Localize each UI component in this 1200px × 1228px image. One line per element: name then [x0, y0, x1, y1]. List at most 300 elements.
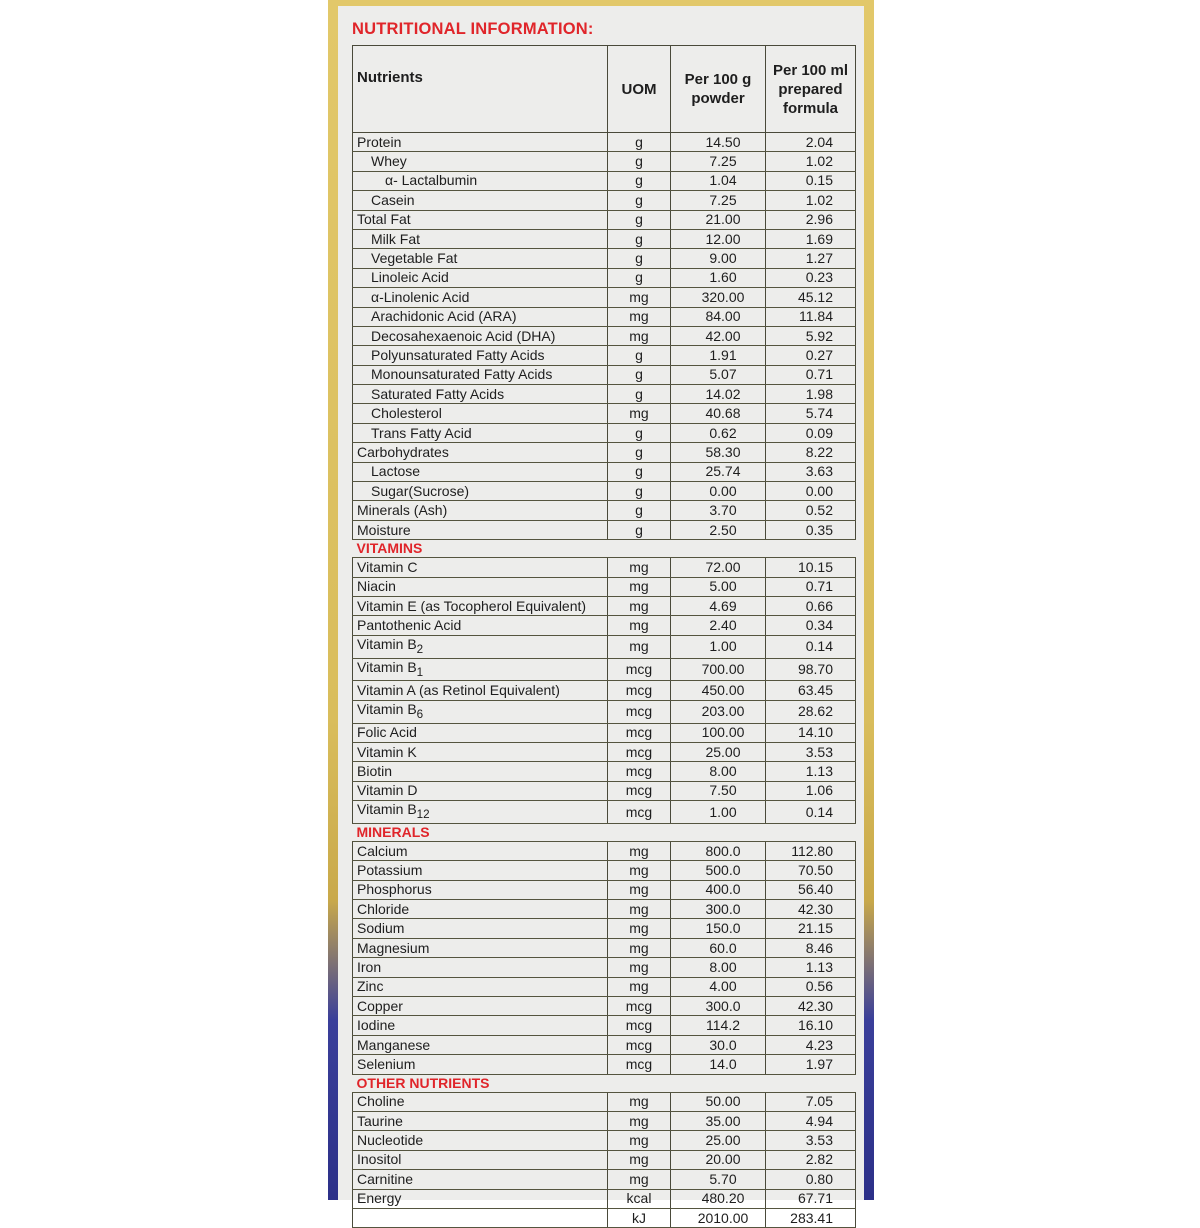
- uom-cell: g: [608, 462, 671, 481]
- nutrient-name-text: Pantothenic Acid: [357, 617, 462, 634]
- nutrient-name: [353, 616, 608, 635]
- per-100g-value: 2010.00: [671, 1208, 766, 1227]
- nutrient-name-text: Sugar(Sucrose): [371, 482, 470, 499]
- nutrient-name-text: Sodium: [357, 920, 405, 937]
- table-row: [353, 900, 856, 919]
- section-heading: VITAMINS: [353, 540, 856, 558]
- per-100ml-value: 98.70: [766, 658, 856, 681]
- uom-cell: mg: [608, 958, 671, 977]
- uom-cell: g: [608, 443, 671, 462]
- per-100ml-value: 63.45: [766, 681, 856, 700]
- per-100g-value: 0.62: [671, 423, 766, 442]
- table-row: [353, 861, 856, 880]
- uom-cell: mg: [608, 307, 671, 326]
- table-row: [353, 681, 856, 700]
- table-row: [353, 210, 856, 229]
- section-heading-row: [353, 1074, 856, 1092]
- per-100ml-value: 1.02: [766, 191, 856, 210]
- table-row: [353, 229, 856, 248]
- nutrient-name: [353, 700, 608, 723]
- per-100ml-value: 70.50: [766, 861, 856, 880]
- table-row: [353, 501, 856, 520]
- nutrient-name: [353, 1055, 608, 1074]
- per-100g-value: 14.02: [671, 385, 766, 404]
- per-100g-value: 7.25: [671, 152, 766, 171]
- nutrient-name: [353, 133, 608, 152]
- per-100ml-value: 8.22: [766, 443, 856, 462]
- nutrient-name-text: Phosphorus: [357, 881, 432, 898]
- per-100g-value: 700.00: [671, 658, 766, 681]
- per-100ml-value: 0.56: [766, 977, 856, 996]
- per-100ml-value: 1.69: [766, 229, 856, 248]
- per-100ml-value: 1.13: [766, 762, 856, 781]
- nutrient-name-text: Carbohydrates: [357, 443, 449, 460]
- table-row: [353, 801, 856, 824]
- nutrient-name: [353, 635, 608, 658]
- uom-cell: kJ: [608, 1208, 671, 1227]
- label-title: NUTRITIONAL INFORMATION:: [352, 20, 594, 38]
- table-row: [353, 171, 856, 190]
- per-100ml-value: 1.02: [766, 152, 856, 171]
- nutrient-name: [353, 577, 608, 596]
- nutrient-name-text: Vitamin B: [357, 801, 417, 818]
- header-nutrients: Nutrients: [353, 46, 608, 133]
- table-row: [353, 346, 856, 365]
- uom-cell: kcal: [608, 1189, 671, 1208]
- table-row: [353, 365, 856, 384]
- nutrient-name: [353, 1111, 608, 1130]
- table-row: [353, 1170, 856, 1189]
- uom-cell: mg: [608, 404, 671, 423]
- nutrient-name-text: α- Lactalbumin: [385, 172, 478, 189]
- uom-cell: g: [608, 501, 671, 520]
- uom-cell: mg: [608, 919, 671, 938]
- uom-cell: mg: [608, 1170, 671, 1189]
- uom-cell: g: [608, 423, 671, 442]
- per-100ml-value: 0.35: [766, 520, 856, 539]
- nutrient-name: [353, 919, 608, 938]
- nutrient-name: [353, 171, 608, 190]
- nutrient-name-text: Manganese: [357, 1036, 431, 1053]
- nutrient-name-text: Inositol: [357, 1151, 402, 1168]
- per-100ml-value: 4.23: [766, 1035, 856, 1054]
- per-100ml-value: 67.71: [766, 1189, 856, 1208]
- subscript: 2: [416, 642, 424, 656]
- uom-cell: mcg: [608, 1035, 671, 1054]
- per-100g-value: 35.00: [671, 1111, 766, 1130]
- subscript: 12: [416, 807, 430, 821]
- per-100g-value: 400.0: [671, 880, 766, 899]
- table-row: [353, 1150, 856, 1169]
- per-100ml-value: 7.05: [766, 1092, 856, 1111]
- uom-cell: mg: [608, 1111, 671, 1130]
- per-100ml-value: 3.63: [766, 462, 856, 481]
- per-100g-value: 5.70: [671, 1170, 766, 1189]
- per-100ml-value: 16.10: [766, 1016, 856, 1035]
- table-row: [353, 1208, 856, 1227]
- nutrient-name: [353, 482, 608, 501]
- nutrient-name-text: Vegetable Fat: [371, 250, 458, 267]
- per-100ml-value: 0.66: [766, 596, 856, 615]
- per-100ml-value: 42.30: [766, 900, 856, 919]
- uom-cell: mg: [608, 1092, 671, 1111]
- table-row: [353, 658, 856, 681]
- per-100ml-value: 8.46: [766, 938, 856, 957]
- nutrient-name: [353, 958, 608, 977]
- nutrient-name: [353, 152, 608, 171]
- nutrient-name-text: Iron: [357, 958, 382, 975]
- per-100ml-value: 0.80: [766, 1170, 856, 1189]
- uom-cell: mg: [608, 900, 671, 919]
- uom-cell: g: [608, 191, 671, 210]
- section-heading: MINERALS: [353, 823, 856, 841]
- nutrient-name: [353, 1131, 608, 1150]
- subscript: 1: [416, 665, 424, 679]
- per-100g-value: 42.00: [671, 326, 766, 345]
- per-100g-value: 8.00: [671, 762, 766, 781]
- per-100g-value: 114.2: [671, 1016, 766, 1035]
- nutrient-name: [353, 1170, 608, 1189]
- table-row: [353, 938, 856, 957]
- table-row: [353, 781, 856, 800]
- per-100ml-value: 45.12: [766, 288, 856, 307]
- nutrient-name-text: Taurine: [357, 1112, 403, 1129]
- per-100g-value: 14.0: [671, 1055, 766, 1074]
- table-row: [353, 249, 856, 268]
- nutrient-name: [353, 501, 608, 520]
- table-row: [353, 443, 856, 462]
- uom-cell: g: [608, 482, 671, 501]
- nutrient-name: [353, 443, 608, 462]
- nutrient-name-text: α-Linolenic Acid: [371, 288, 470, 305]
- uom-cell: mg: [608, 326, 671, 345]
- table-row: [353, 288, 856, 307]
- table-row: [353, 423, 856, 442]
- table-row: [353, 880, 856, 899]
- uom-cell: mg: [608, 288, 671, 307]
- per-100ml-value: 0.09: [766, 423, 856, 442]
- nutrient-name-text: Arachidonic Acid (ARA): [371, 308, 517, 325]
- table-row: [353, 482, 856, 501]
- nutrient-name-text: Magnesium: [357, 939, 430, 956]
- uom-cell: g: [608, 210, 671, 229]
- uom-cell: mcg: [608, 997, 671, 1016]
- table-row: [353, 841, 856, 860]
- nutrient-name: [353, 596, 608, 615]
- per-100g-value: 2.40: [671, 616, 766, 635]
- table-row: [353, 462, 856, 481]
- per-100ml-value: 0.34: [766, 616, 856, 635]
- per-100g-value: 14.50: [671, 133, 766, 152]
- per-100g-value: 9.00: [671, 249, 766, 268]
- nutrient-name: [353, 723, 608, 742]
- table-row: [353, 152, 856, 171]
- per-100g-value: 12.00: [671, 229, 766, 248]
- per-100ml-value: 14.10: [766, 723, 856, 742]
- per-100ml-value: 1.06: [766, 781, 856, 800]
- per-100ml-value: 2.82: [766, 1150, 856, 1169]
- per-100g-value: 1.91: [671, 346, 766, 365]
- nutrient-name: [353, 326, 608, 345]
- uom-cell: mg: [608, 938, 671, 957]
- per-100g-value: 480.20: [671, 1189, 766, 1208]
- per-100g-value: 320.00: [671, 288, 766, 307]
- table-row: [353, 577, 856, 596]
- per-100g-value: 84.00: [671, 307, 766, 326]
- nutrient-name-text: Moisture: [357, 521, 411, 538]
- uom-cell: g: [608, 249, 671, 268]
- per-100g-value: 3.70: [671, 501, 766, 520]
- table-row: [353, 520, 856, 539]
- uom-cell: mcg: [608, 781, 671, 800]
- per-100ml-value: 0.71: [766, 365, 856, 384]
- table-row: [353, 1111, 856, 1130]
- per-100ml-value: 112.80: [766, 841, 856, 860]
- per-100g-value: 58.30: [671, 443, 766, 462]
- table-row: [353, 191, 856, 210]
- nutrient-name-text: Folic Acid: [357, 724, 417, 741]
- uom-cell: mcg: [608, 681, 671, 700]
- nutrient-name-text: Vitamin E (as Tocopherol Equivalent): [357, 597, 587, 614]
- nutrient-name-text: Carnitine: [357, 1170, 414, 1187]
- nutrient-name-text: Casein: [371, 191, 415, 208]
- per-100g-value: 203.00: [671, 700, 766, 723]
- nutrient-name-text: Energy: [357, 1190, 402, 1207]
- per-100g-value: 5.07: [671, 365, 766, 384]
- per-100g-value: 5.00: [671, 577, 766, 596]
- nutrient-name: [353, 997, 608, 1016]
- nutrient-name-text: Vitamin K: [357, 743, 417, 760]
- nutrient-name: [353, 520, 608, 539]
- nutrient-name-text: Chloride: [357, 900, 410, 917]
- nutrient-name-text: Polyunsaturated Fatty Acids: [371, 346, 545, 363]
- nutrient-name-text: Linoleic Acid: [371, 269, 449, 286]
- per-100ml-value: 1.27: [766, 249, 856, 268]
- nutrient-name: [353, 346, 608, 365]
- nutrient-name: [353, 658, 608, 681]
- nutrient-name: [353, 462, 608, 481]
- table-row: [353, 977, 856, 996]
- nutrient-name-text: Selenium: [357, 1055, 416, 1072]
- nutrient-name: [353, 385, 608, 404]
- table-row: [353, 958, 856, 977]
- nutrient-name: [353, 1189, 608, 1208]
- per-100ml-value: 5.92: [766, 326, 856, 345]
- per-100ml-value: 3.53: [766, 742, 856, 761]
- nutrient-name-text: Minerals (Ash): [357, 502, 448, 519]
- per-100g-value: 8.00: [671, 958, 766, 977]
- per-100g-value: 25.00: [671, 1131, 766, 1150]
- per-100g-value: 150.0: [671, 919, 766, 938]
- nutrient-name: [353, 781, 608, 800]
- nutrient-name: [353, 404, 608, 423]
- uom-cell: mcg: [608, 723, 671, 742]
- uom-cell: mg: [608, 635, 671, 658]
- table-row: [353, 1131, 856, 1150]
- table-row: [353, 742, 856, 761]
- per-100g-value: 25.74: [671, 462, 766, 481]
- table-row: [353, 1189, 856, 1208]
- per-100g-value: 21.00: [671, 210, 766, 229]
- table-row: [353, 635, 856, 658]
- table-row: [353, 1092, 856, 1111]
- nutrient-name-text: Trans Fatty Acid: [371, 424, 472, 441]
- per-100ml-value: 1.13: [766, 958, 856, 977]
- nutrient-name-text: Potassium: [357, 861, 423, 878]
- uom-cell: mg: [608, 841, 671, 860]
- nutrient-name-text: Vitamin B: [357, 658, 417, 675]
- uom-cell: g: [608, 229, 671, 248]
- uom-cell: mg: [608, 977, 671, 996]
- per-100g-value: 60.0: [671, 938, 766, 957]
- uom-cell: g: [608, 133, 671, 152]
- nutrient-name-text: Protein: [357, 133, 402, 150]
- nutrient-name: [353, 977, 608, 996]
- nutrient-name: [353, 900, 608, 919]
- nutrient-name: [353, 558, 608, 577]
- nutrient-name: [353, 681, 608, 700]
- per-100ml-value: 0.15: [766, 171, 856, 190]
- per-100ml-value: 11.84: [766, 307, 856, 326]
- table-row: [353, 385, 856, 404]
- per-100ml-value: 0.27: [766, 346, 856, 365]
- nutrient-name: [353, 210, 608, 229]
- section-heading-row: [353, 823, 856, 841]
- per-100ml-value: 1.98: [766, 385, 856, 404]
- uom-cell: mcg: [608, 700, 671, 723]
- nutrient-name: [353, 1092, 608, 1111]
- per-100g-value: 100.00: [671, 723, 766, 742]
- per-100ml-value: 2.96: [766, 210, 856, 229]
- nutrient-name-text: Vitamin B: [357, 700, 417, 717]
- uom-cell: mcg: [608, 1055, 671, 1074]
- table-row: [353, 268, 856, 287]
- nutrition-table: [352, 45, 856, 1228]
- per-100g-value: 7.25: [671, 191, 766, 210]
- per-100g-value: 4.00: [671, 977, 766, 996]
- per-100g-value: 20.00: [671, 1150, 766, 1169]
- per-100g-value: 800.0: [671, 841, 766, 860]
- table-row: [353, 997, 856, 1016]
- uom-cell: mcg: [608, 1016, 671, 1035]
- table-row: [353, 326, 856, 345]
- nutrient-name: [353, 288, 608, 307]
- table-row: [353, 1055, 856, 1074]
- nutrient-name: [353, 365, 608, 384]
- per-100g-value: 300.0: [671, 900, 766, 919]
- nutrient-name: [353, 229, 608, 248]
- per-100ml-value: 4.94: [766, 1111, 856, 1130]
- header-uom: UOM: [608, 46, 671, 133]
- per-100g-value: 500.0: [671, 861, 766, 880]
- uom-cell: g: [608, 346, 671, 365]
- per-100ml-value: 42.30: [766, 997, 856, 1016]
- table-row: [353, 700, 856, 723]
- nutrient-name-text: Calcium: [357, 842, 408, 859]
- nutrient-name-text: Cholesterol: [371, 405, 442, 422]
- uom-cell: mcg: [608, 658, 671, 681]
- header-per-100ml: Per 100 ml prepared formula: [766, 46, 856, 133]
- per-100g-value: 1.60: [671, 268, 766, 287]
- uom-cell: g: [608, 268, 671, 287]
- nutrient-name-text: Biotin: [357, 763, 393, 780]
- nutrient-name-text: Niacin: [357, 578, 396, 595]
- nutrient-name: [353, 191, 608, 210]
- uom-cell: g: [608, 152, 671, 171]
- nutrient-name-text: Vitamin C: [357, 558, 418, 575]
- table-row: [353, 723, 856, 742]
- per-100ml-value: 3.53: [766, 1131, 856, 1150]
- per-100ml-value: 0.71: [766, 577, 856, 596]
- per-100ml-value: 10.15: [766, 558, 856, 577]
- per-100ml-value: 283.41: [766, 1208, 856, 1227]
- table-body: [353, 133, 856, 1228]
- per-100ml-value: 0.14: [766, 801, 856, 824]
- nutrient-name-text: Total Fat: [357, 211, 411, 228]
- nutrient-name-text: Lactose: [371, 463, 421, 480]
- table-row: [353, 133, 856, 152]
- nutrient-name: [353, 861, 608, 880]
- table-row: [353, 404, 856, 423]
- per-100g-value: 50.00: [671, 1092, 766, 1111]
- uom-cell: g: [608, 171, 671, 190]
- table-row: [353, 1016, 856, 1035]
- per-100ml-value: 0.23: [766, 268, 856, 287]
- nutrient-name-text: Milk Fat: [371, 230, 420, 247]
- per-100ml-value: 1.97: [766, 1055, 856, 1074]
- uom-cell: mg: [608, 616, 671, 635]
- table-row: [353, 307, 856, 326]
- uom-cell: g: [608, 365, 671, 384]
- uom-cell: mg: [608, 577, 671, 596]
- per-100g-value: 1.00: [671, 635, 766, 658]
- uom-cell: mcg: [608, 742, 671, 761]
- nutrient-name: [353, 1208, 608, 1227]
- per-100g-value: 40.68: [671, 404, 766, 423]
- table-row: [353, 596, 856, 615]
- per-100g-value: 25.00: [671, 742, 766, 761]
- per-100g-value: 2.50: [671, 520, 766, 539]
- nutrient-name: [353, 268, 608, 287]
- per-100g-value: 30.0: [671, 1035, 766, 1054]
- nutrient-name-text: Choline: [357, 1093, 405, 1110]
- per-100ml-value: 56.40: [766, 880, 856, 899]
- nutrient-name: [353, 307, 608, 326]
- per-100ml-value: 21.15: [766, 919, 856, 938]
- nutrient-name-text: Whey: [371, 153, 407, 170]
- nutrient-name: [353, 841, 608, 860]
- uom-cell: mg: [608, 558, 671, 577]
- uom-cell: g: [608, 520, 671, 539]
- nutrient-name-text: Zinc: [357, 978, 384, 995]
- uom-cell: g: [608, 385, 671, 404]
- per-100g-value: 450.00: [671, 681, 766, 700]
- nutrient-name: [353, 880, 608, 899]
- subscript: 6: [416, 707, 424, 721]
- uom-cell: mg: [608, 1150, 671, 1169]
- uom-cell: mcg: [608, 801, 671, 824]
- nutrient-name: [353, 762, 608, 781]
- nutrient-name-text: Monounsaturated Fatty Acids: [371, 366, 553, 383]
- table-row: [353, 919, 856, 938]
- nutrient-name: [353, 249, 608, 268]
- nutrient-name-text: Copper: [357, 997, 403, 1014]
- per-100g-value: 1.04: [671, 171, 766, 190]
- per-100ml-value: 5.74: [766, 404, 856, 423]
- table-row: [353, 1035, 856, 1054]
- per-100ml-value: 0.14: [766, 635, 856, 658]
- uom-cell: mg: [608, 880, 671, 899]
